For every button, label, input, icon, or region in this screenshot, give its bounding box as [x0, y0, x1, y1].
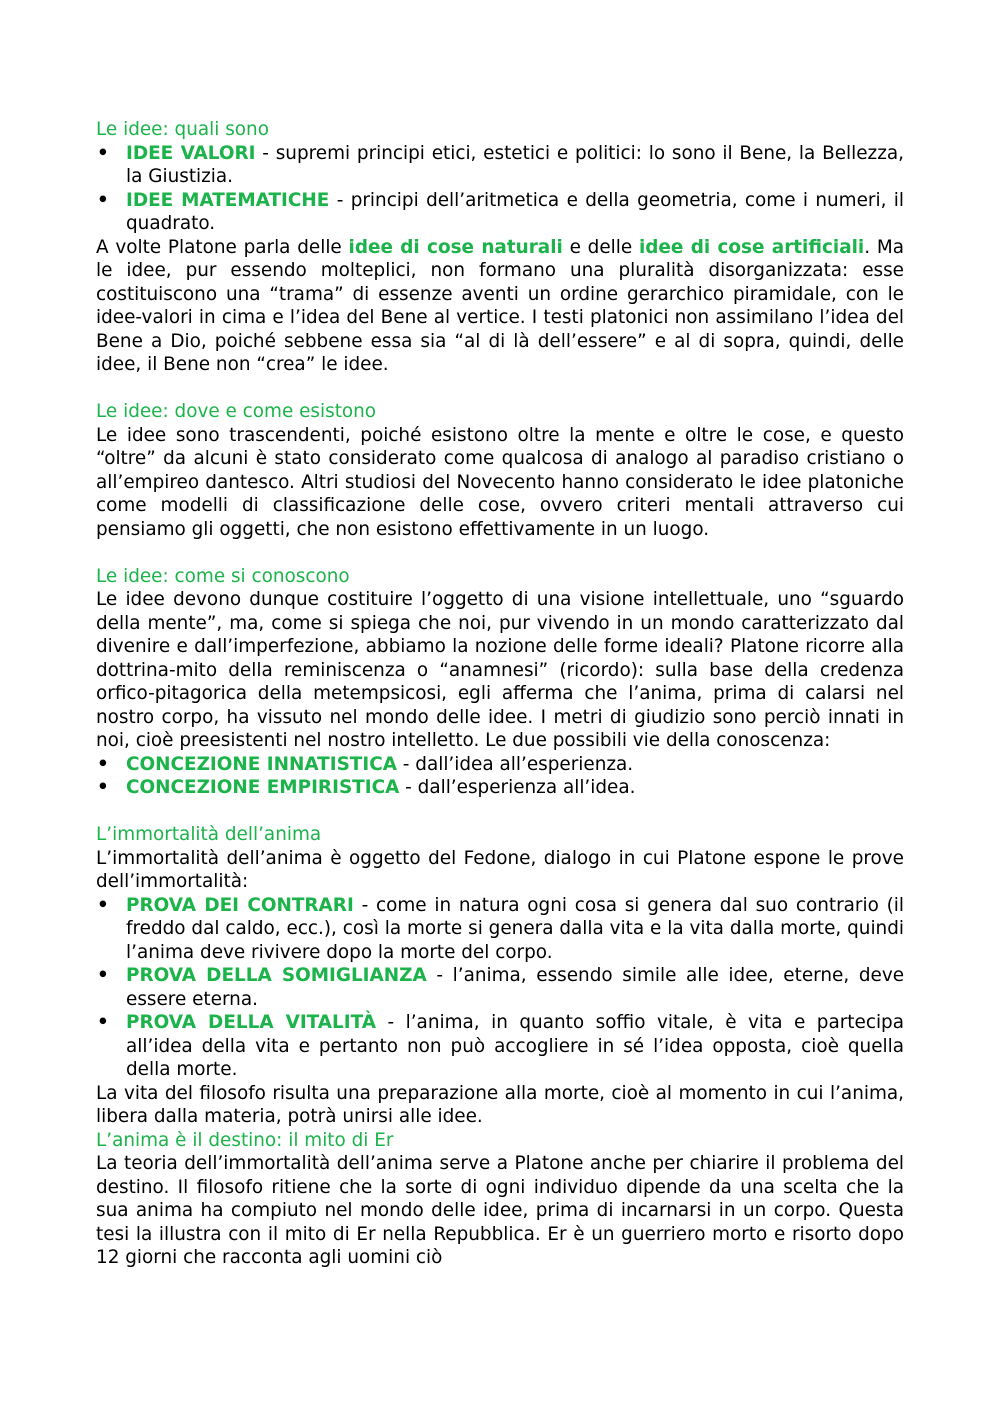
highlight-term: CONCEZIONE INNATISTICA [126, 753, 397, 775]
spacer [96, 377, 904, 401]
list-item [96, 142, 904, 189]
section-heading-come-si-conoscono: Le idee: come si conoscono [96, 565, 350, 587]
paragraph-mito-di-er: La teoria dell’immortalità dell’anima serve a Platone anche per chiarire il problema del destino. Il filosofo ritiene che la sorte di ogni individuo dipende da una scelta che la sua anima ha compiuto nel mondo delle idee, prima di incarnarsi in un corpo. Questa tesi la illustra con il mito di Er nella Repubblica. Er è un guerriero morto e risorto dopo 12 giorni che racconta agli uomini ciò [96, 1153, 904, 1268]
list-item-text: - principi dell’aritmetica e della geometria, come i numeri, il quadrato. [126, 189, 905, 234]
list-item [96, 964, 904, 1011]
highlight-term: IDEE VALORI [126, 142, 256, 164]
list-item-text: - come in natura ogni cosa si genera dal suo contrario (il freddo dal caldo, ecc.), così la morte si genera dalla vita e la vita dalla morte, quindi l’anima deve rivivere dopo la morte del corpo. [126, 894, 904, 963]
bullet-icon: • [97, 753, 109, 775]
list-item-text: - dall’esperienza all’idea. [399, 777, 636, 798]
highlight-term: PROVA DELLA SOMIGLIANZA [126, 965, 427, 986]
list-item [96, 776, 904, 800]
section-heading-mito-di-er: L’anima è il destino: il mito di Er [96, 1129, 394, 1151]
text-run: e delle [562, 236, 639, 258]
text-run: . Ma le idee, pur essendo molteplici, non formano una pluralità disorganizzata: esse costituiscono una “trama” di essenze aventi un ordine gerarchico piramidale, con le idee-valori in cima e l’idea del Bene al vertice. I testi platonici non assimilano l’idea del Bene a Dio, poiché sebbene essa sia “al di là dell’essere” e al di sopra, quindi, delle idee, il Bene non “crea” le idee. [96, 236, 904, 375]
bullet-icon: • [97, 894, 109, 916]
list-item [96, 753, 904, 777]
list-item-text: - l’anima, in quanto soffio vitale, è vita e partecipa all’idea della vita e pertanto non può accogliere in sé l’idea opposta, cioè quella della morte. [126, 1012, 904, 1080]
list-item-text: - dall’idea all’esperienza. [396, 753, 634, 775]
highlight-term: PROVA DEI CONTRARI [126, 894, 354, 916]
list-item [96, 894, 904, 965]
paragraph-reminiscenza: Le idee devono dunque costituire l’oggetto di una visione intellettuale, uno “sguardo della mente”, ma, come si spiega che noi, pur vivendo in un mondo caratterizzato dal divenire e dall’imperfezione, abbiamo la nozione delle forme ideali? Platone ricorre alla dottrina-mito della reminiscenza o “anamnesi” (ricordo): sulla base della credenza orfico-pitagorica della metempsicosi, egli afferma che l’anima, prima di calarsi nel nostro corpo, ha vissuto nel mondo delle idee. I metri di giudizio sono perciò innati in noi, cioè preesistenti nel nostro intelletto. Le due possibili vie della conoscenza: [96, 589, 904, 751]
highlight-term: PROVA DELLA VITALITÀ [126, 1012, 376, 1033]
list-item [96, 1011, 904, 1082]
bullet-icon: • [97, 777, 109, 798]
bullet-list-vie-conoscenza [96, 753, 904, 800]
section-heading-immortalita: L’immortalità dell’anima [96, 824, 322, 845]
paragraph-fedone-intro: L’immortalità dell’anima è oggetto del Fedone, dialogo in cui Platone espone le prove dell’immortalità: [96, 847, 904, 892]
list-item-text: - supremi principi etici, estetici e politici: lo sono il Bene, la Bellezza, la Giustizia. [126, 142, 904, 187]
text-run: A volte Platone parla delle [96, 236, 349, 258]
spacer [96, 800, 904, 824]
bullet-icon: • [97, 189, 109, 211]
highlight-term: IDEE MATEMATICHE [126, 189, 330, 211]
bullet-icon: • [97, 1012, 109, 1033]
list-item [96, 189, 904, 236]
paragraph-gerarchia-idee [96, 236, 904, 377]
paragraph-trascendenza: Le idee sono trascendenti, poiché esistono oltre la mente e oltre le cose, e questo “oltre” da alcuni è stato considerato come qualcosa di analogo al paradiso cristiano o all’empireo dantesco. Altri studiosi del Novecento hanno considerato le idee platoniche come modelli di classificazione delle cose, ovvero criteri mentali attraverso cui pensiamo gli oggetti, che non esistono effettivamente in un luogo. [96, 424, 904, 540]
paragraph-filosofo-morte: La vita del filosofo risulta una preparazione alla morte, cioè al momento in cui l’anima, libera dalla materia, potrà unirsi alle idee. [96, 1082, 904, 1127]
document-page [96, 118, 904, 1270]
spacer [96, 541, 904, 565]
bullet-icon: • [97, 965, 109, 986]
bullet-list-tipi-idee [96, 142, 904, 236]
highlight-term: CONCEZIONE EMPIRISTICA [126, 777, 400, 798]
section-heading-dove-esistono: Le idee: dove e come esistono [96, 401, 377, 422]
highlight-term: idee di cose artificiali [638, 236, 865, 258]
list-item-text: - l’anima, essendo simile alle idee, eterne, deve essere eterna. [126, 965, 905, 1010]
bullet-list-prove [96, 894, 904, 1082]
bullet-icon: • [97, 142, 109, 164]
highlight-term: idee di cose naturali [348, 236, 563, 258]
section-heading-quali-sono: Le idee: quali sono [96, 119, 269, 140]
